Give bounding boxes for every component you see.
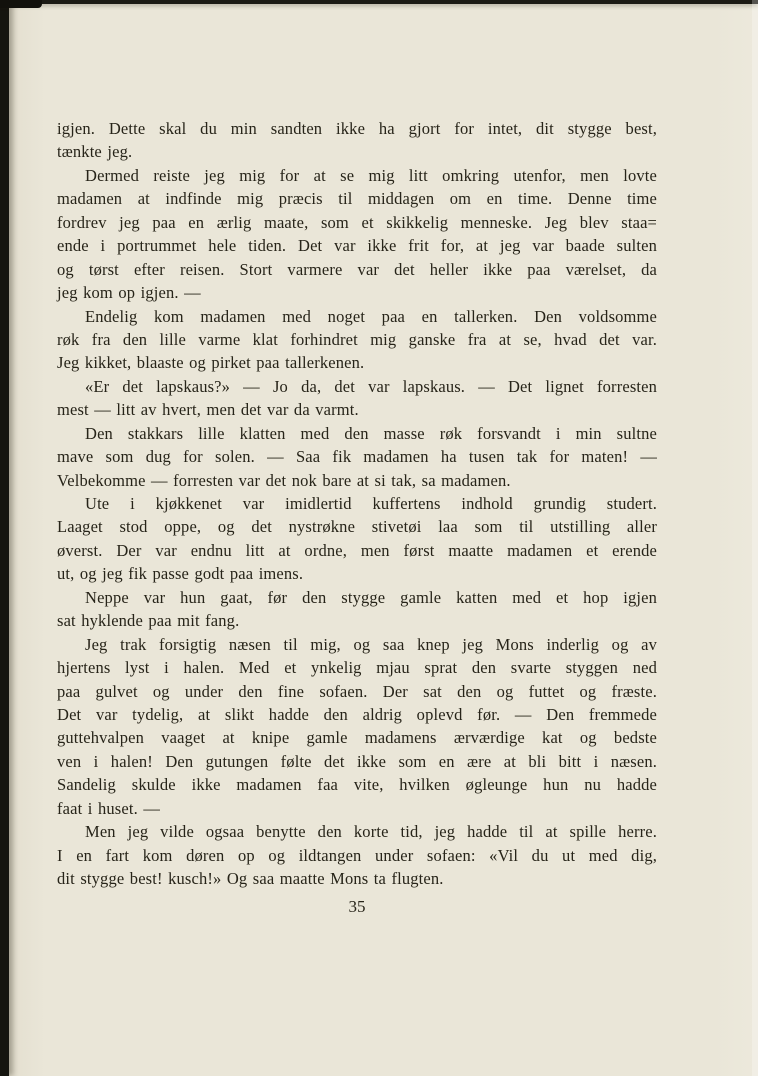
text-line: ven i halen! Den gutungen følte det ikke som en ære at bli bitt i næsen.: [57, 751, 657, 771]
text-line: ut, og jeg fik passe godt paa imens.: [57, 564, 304, 584]
scan-edge-top: [0, 0, 758, 4]
page-edge-right: [752, 0, 758, 1076]
text-line: Jeg trak forsigtig næsen til mig, og saa knep jeg Mons inderlig og av: [85, 634, 657, 654]
text-line: Ute i kjøkkenet var imidlertid kuffertens indhold grundig studert.: [85, 494, 657, 513]
text-line: I en fart kom døren op og ildtangen under sofaen: «Vil du ut med dig,: [57, 845, 657, 865]
text-line: Laaget stod oppe, og det nystrøkne stivetøi laa som til utstilling aller: [57, 517, 657, 537]
text-line: paa gulvet og under den fine sofaen. Der sat den og futtet og fræste.: [57, 681, 657, 701]
text-line: faat i huset. —: [57, 798, 160, 818]
text-line: «Er det lapskaus?» — Jo da, det var lapskaus. — Det lignet forresten: [85, 376, 657, 396]
scan-corner-topleft: [0, 0, 42, 8]
text-block: [57, 117, 657, 890]
text-line: Jeg kikket, blaaste og pirket paa tallerkenen.: [57, 353, 365, 373]
text-line: dit stygge best! kusch!» Og saa maatte Mons ta flugten.: [57, 869, 444, 888]
paragraph: [57, 422, 657, 492]
text-line: Den stakkars lille klatten med den masse røk forsvandt i min sultne: [85, 423, 657, 443]
text-line: Det var tydelig, at slikt hadde den aldrig oplevd før. — Den fremmede: [57, 704, 657, 724]
text-line: madamen at indfinde mig præcis til middagen om en time. Denne time: [57, 189, 657, 209]
page-number: 35: [348, 897, 366, 916]
text-line: guttehvalpen vaaget at knipe gamle madamens ærværdige kat og bedste: [57, 728, 657, 748]
paragraph: [57, 820, 657, 890]
text-line: røk fra den lille varme klat forhindret mig ganske fra at se, hvad det var.: [57, 329, 657, 349]
text-line: øverst. Der var endnu litt at ordne, men først maatte madamen et erende: [57, 540, 657, 560]
text-line: Neppe var hun gaat, før den stygge gamle katten med et hop igjen: [85, 587, 657, 607]
text-line: hjertens lyst i halen. Med et ynkelig mjau sprat den svarte styggen ned: [57, 658, 657, 678]
scan-edge-left: [0, 0, 9, 1076]
text-line: Endelig kom madamen med noget paa en tallerken. Den voldsomme: [85, 306, 657, 326]
text-line: igjen. Dette skal du min sandten ikke ha gjort for intet, dit stygge best,: [57, 119, 657, 138]
text-line: Velbekomme — forresten var det nok bare at si tak, sa madamen.: [57, 470, 511, 490]
text-line: Dermed reiste jeg mig for at se mig litt omkring utenfor, men lovte: [85, 165, 657, 185]
paragraph: [57, 305, 657, 375]
text-line: Men jeg vilde ogsaa benytte den korte tid, jeg hadde til at spille herre.: [85, 822, 657, 842]
text-line: jeg kom op igjen. —: [57, 283, 201, 303]
paragraph: [57, 117, 657, 164]
text-line: sat hyklende paa mit fang.: [57, 611, 240, 631]
text-line: ende i portrummet hele tiden. Det var ikke frit for, at jeg var baade sulten: [57, 236, 657, 256]
paragraph: [57, 586, 657, 633]
text-line: fordrev jeg paa en ærlig maate, som et skikkelig menneske. Jeg blev staa=: [57, 212, 657, 232]
text-line: Sandelig skulde ikke madamen faa vite, hvilken øgleunge hun nu hadde: [57, 775, 657, 795]
paragraph: [57, 164, 657, 305]
paragraph: [57, 633, 657, 821]
paragraph: [57, 375, 657, 422]
paragraph: [57, 492, 657, 586]
text-line: tænkte jeg.: [57, 142, 133, 162]
text-line: og tørst efter reisen. Stort varmere var det heller ikke paa værelset, da: [57, 259, 657, 279]
text-line: mest — litt av hvert, men det var da varmt.: [57, 400, 359, 420]
text-line: mave som dug for solen. — Saa fik madamen ha tusen tak for maten! —: [57, 447, 657, 467]
